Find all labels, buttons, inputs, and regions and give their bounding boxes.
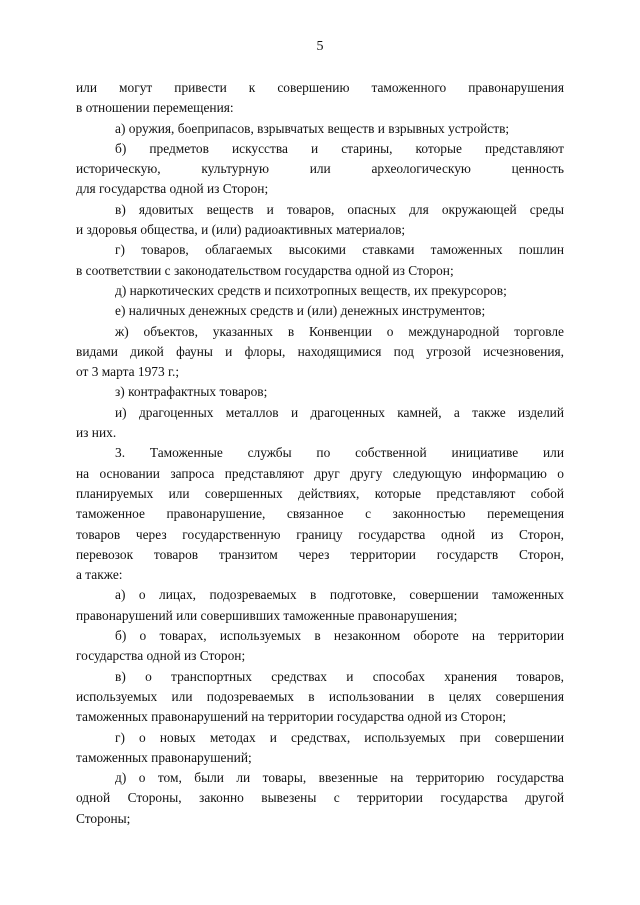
text-line: государства одной из Сторон; [76, 648, 246, 664]
text-line: планируемых или совершенных действиях, которые представляют собой [76, 485, 564, 501]
text-line: таможенных правонарушений; [76, 749, 252, 765]
text-line: е) наличных денежных средств и (или) денежных инструментов; [115, 303, 486, 319]
text-line: ж) объектов, указанных в Конвенции о международной торговле [115, 323, 564, 339]
text-line: б) о товарах, используемых в незаконном обороте на территории [115, 628, 564, 644]
text-line: из них. [76, 425, 117, 441]
text-line: в отношении перемещения: [76, 100, 234, 116]
text-line: видами дикой фауны и флоры, находящимися под угрозой исчезновения, [76, 343, 564, 359]
text-line: для государства одной из Сторон; [76, 181, 269, 197]
text-line: таможенное правонарушение, связанное с законностью перемещения [76, 506, 564, 522]
text-line: правонарушений или совершивших таможенные правонарушения; [76, 607, 458, 623]
text-line: а) оружия, боеприпасов, взрывчатых веществ и взрывных устройств; [115, 120, 510, 136]
document-body [76, 78, 564, 829]
text-line: а также: [76, 567, 123, 583]
text-line: историческую, культурную или археологическую ценность [76, 161, 564, 177]
text-line: или могут привести к совершению таможенного правонарушения [76, 80, 564, 95]
text-line: перевозок товаров транзитом через территории государств Сторон, [76, 546, 564, 562]
text-line: 3. Таможенные службы по собственной инициативе или [115, 445, 564, 461]
text-line: б) предметов искусства и старины, которые представляют [115, 140, 564, 156]
text-line: г) товаров, облагаемых высокими ставками таможенных пошлин [115, 242, 564, 258]
text-line: з) контрафактных товаров; [115, 384, 268, 400]
text-line: д) наркотических средств и психотропных веществ, их прекурсоров; [115, 282, 507, 298]
text-line: д) о том, были ли товары, ввезенные на территорию государства [115, 770, 564, 786]
text-line: одной Стороны, законно вывезены с территории государства другой [76, 790, 564, 806]
text-line: используемых или подозреваемых в использовании в целях совершения [76, 688, 564, 704]
text-line: от 3 марта 1973 г.; [76, 364, 180, 380]
text-line: в соответствии с законодательством государства одной из Сторон; [76, 262, 454, 278]
page-number: 5 [316, 39, 324, 54]
text-line: г) о новых методах и средствах, используемых при совершении [115, 729, 564, 745]
text-line: Стороны; [76, 810, 131, 826]
text-line: в) ядовитых веществ и товаров, опасных для окружающей среды [115, 201, 564, 217]
text-line: на основании запроса представляют друг другу следующую информацию о [76, 465, 564, 481]
text-line: таможенных правонарушений на территории государства одной из Сторон; [76, 709, 507, 725]
text-line: и) драгоценных металлов и драгоценных камней, а также изделий [115, 404, 564, 420]
text-line: и здоровья общества, и (или) радиоактивных материалов; [76, 222, 406, 238]
text-line: в) о транспортных средствах и способах хранения товаров, [115, 668, 564, 684]
text-line: товаров через государственную границу государства одной из Сторон, [76, 526, 564, 542]
text-line: а) о лицах, подозреваемых в подготовке, совершении таможенных [115, 587, 564, 603]
